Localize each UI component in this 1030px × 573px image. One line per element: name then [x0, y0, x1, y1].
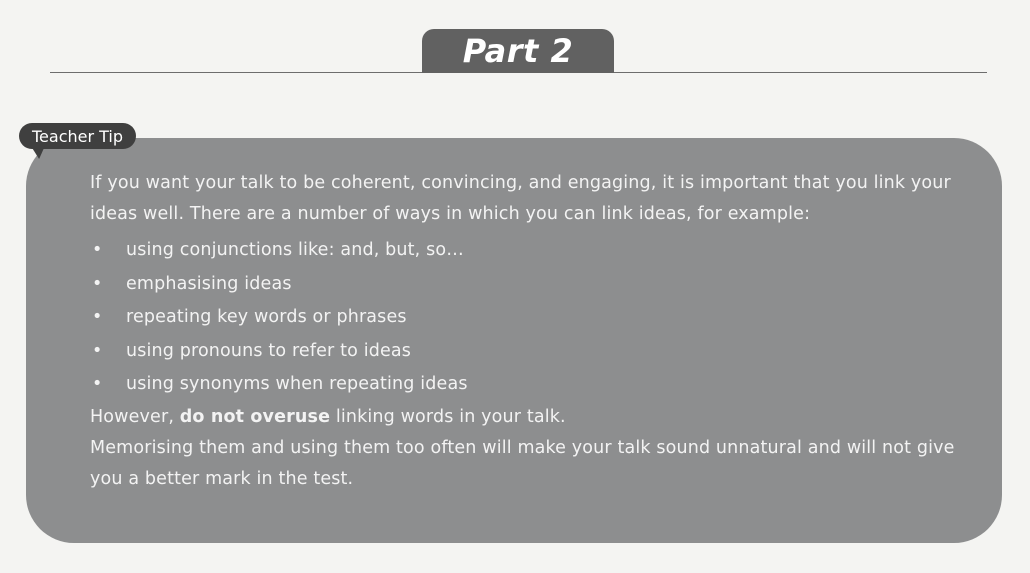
bullet-icon: • [92, 307, 103, 327]
bullet-icon: • [92, 273, 103, 294]
teacher-tip-content [90, 168, 960, 495]
list-item-text: using conjunctions like: and, but, so… [126, 240, 464, 260]
bullet-icon: • [92, 240, 103, 260]
list-item-text: using pronouns to refer to ideas [126, 340, 412, 361]
part-heading-tab [422, 29, 614, 73]
teacher-tip-label: Teacher Tip [32, 126, 124, 146]
tip-list [90, 234, 960, 402]
list-item-text: repeating key words or phrases [126, 307, 407, 327]
list-item [90, 234, 960, 268]
list-item [90, 335, 960, 369]
however-emphasis: do not overuse [179, 406, 331, 427]
tip-however [90, 402, 960, 433]
bullet-icon: • [92, 374, 103, 394]
tip-closing: Memorising them and using them too often will make your talk sound unnatural and will not give you a better mark in the test. [90, 437, 955, 489]
list-item [90, 368, 960, 402]
however-suffix: linking words in your talk. [330, 406, 566, 427]
part-title: Part 2 [462, 32, 574, 70]
list-item [90, 301, 960, 335]
tip-intro: If you want your talk to be coherent, convincing, and engaging, it is important that you link your ideas well. There are a number of ways in which you can link ideas, for example: [90, 173, 951, 224]
list-item [90, 268, 960, 302]
bullet-icon: • [92, 340, 103, 361]
however-prefix: However, [90, 406, 180, 427]
list-item-text: emphasising ideas [126, 273, 292, 294]
list-item-text: using synonyms when repeating ideas [126, 374, 468, 394]
